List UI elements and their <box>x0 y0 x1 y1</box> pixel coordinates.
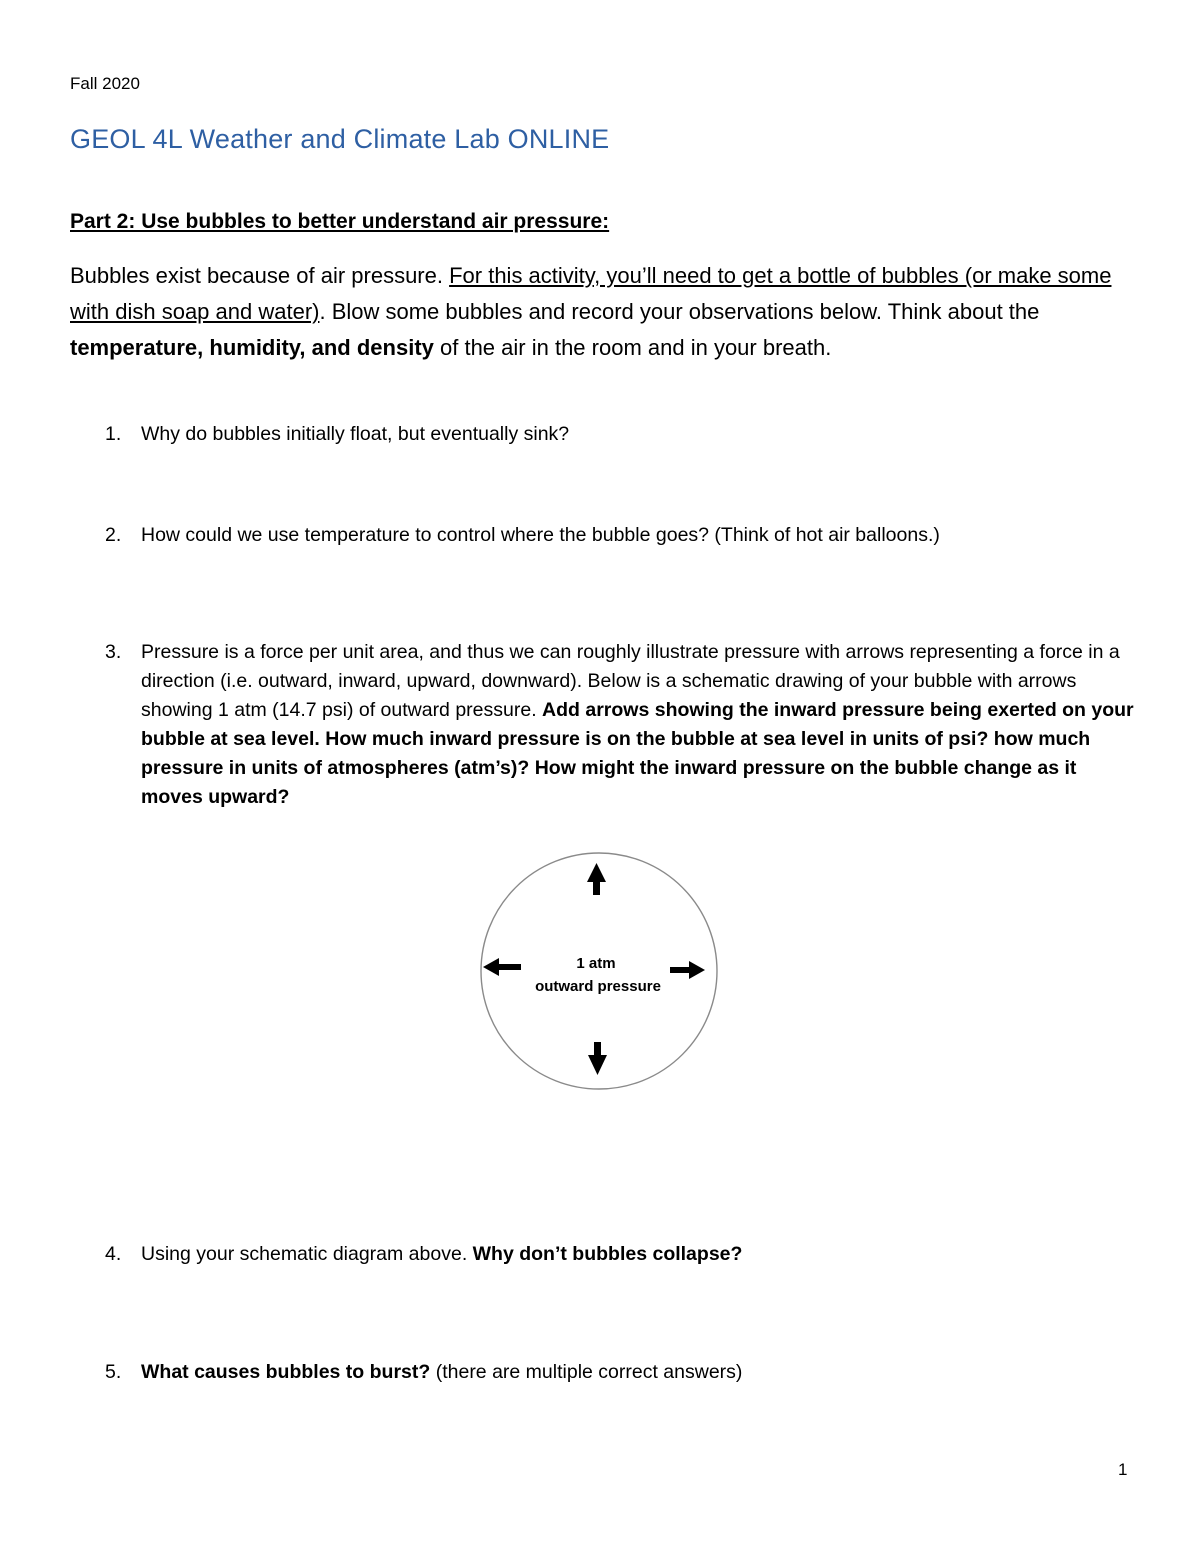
header-term: Fall 2020 <box>70 74 140 93</box>
course-title: GEOL 4L Weather and Climate Lab ONLINE <box>70 124 610 154</box>
question-body <box>141 638 1135 812</box>
question-number: 1. <box>105 423 122 445</box>
arrow-right-icon <box>670 961 705 979</box>
arrow-left-icon <box>483 958 521 976</box>
question-number: 4. <box>105 1243 122 1265</box>
question-text: Pressure is a force per unit area, and thus we can roughly illustrate pressure with arrows representing a force in a direction (i.e. outward, inward, upward, downward). Below is a schematic drawing of your bubble with arrows showing 1 atm (14.7 psi) of outward pressure. <box>141 641 1120 721</box>
question-text: (there are multiple correct answers) <box>430 1361 743 1383</box>
question-body <box>141 1358 1135 1387</box>
question-number: 5. <box>105 1361 122 1383</box>
question-text: How could we use temperature to control where the bubble goes? (Think of hot air balloons.) <box>141 524 940 546</box>
question-number: 2. <box>105 524 122 546</box>
arrow-up-icon <box>587 863 606 895</box>
intro-text-c: of the air in the room and in your breath. <box>433 335 832 360</box>
part-heading: Part 2: Use bubbles to better understand air pressure: <box>70 210 610 233</box>
diagram-label-line2: outward pressure <box>535 978 661 995</box>
question-1 <box>105 420 1135 449</box>
question-5 <box>105 1358 1135 1387</box>
question-2 <box>105 521 1135 550</box>
intro-paragraph <box>70 258 1140 366</box>
question-bold-text: What causes bubbles to burst? <box>141 1361 431 1383</box>
question-3 <box>105 638 1135 812</box>
intro-text-b: . Blow some bubbles and record your observations below. Think about the <box>319 299 1040 324</box>
diagram-label-line1: 1 atm <box>576 955 616 972</box>
question-text: Using your schematic diagram above. <box>141 1243 473 1265</box>
question-bold-text: Add arrows showing the inward pressure being exerted on your bubble at sea level. How much inward pressure is on the bubble at sea level in units of psi? how much pressure in units of atmospheres (atm’s)? How might the inward pressure on the bubble change as it moves upward? <box>141 699 1134 808</box>
bubble-diagram <box>470 845 730 1100</box>
question-text: Why do bubbles initially float, but eventually sink? <box>141 423 570 445</box>
question-4 <box>105 1240 1135 1269</box>
arrow-down-icon <box>588 1042 607 1075</box>
question-bold-text: Why don’t bubbles collapse? <box>472 1243 743 1265</box>
page-number: 1 <box>1118 1460 1128 1479</box>
intro-bold-text: temperature, humidity, and density <box>70 335 434 360</box>
intro-underlined-text: For this activity, you’ll need to get a bottle of bubbles (or make some with dish soap and water) <box>70 263 1112 324</box>
question-body <box>141 1240 1135 1269</box>
question-number: 3. <box>105 641 122 663</box>
intro-text-a: Bubbles exist because of air pressure. <box>70 263 450 288</box>
